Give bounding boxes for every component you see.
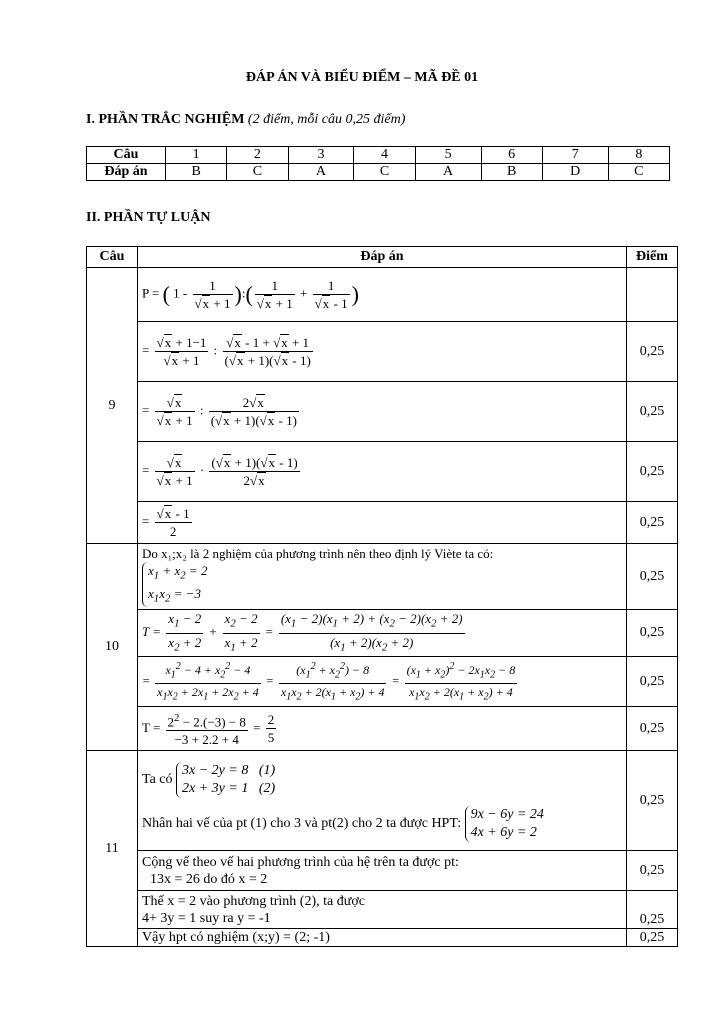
q9-step-2 (87, 322, 678, 382)
q10-step-2 (87, 610, 678, 657)
q11-number: 11 (87, 751, 138, 947)
part2-heading: II. PHẦN TỰ LUẬN (86, 210, 211, 225)
essay-table (86, 246, 678, 947)
col-answer: Đáp án (138, 247, 627, 268)
q10-step-3 (87, 657, 678, 707)
q11-conclusion: Vậy hpt có nghiệm (x;y) = (2; -1) (138, 929, 627, 947)
col-score: Điểm (627, 247, 678, 268)
question-number: 4 (354, 147, 415, 164)
q10-step-3-math: = $\frac{x_1^2 - 4 + x_2^2 - 4}{x_1x_2 + 2x_1 + 2x_2 + 4}$ = $\frac{(x_1^2 + x_2^2) - 8}{x_1x_2 + 2(x_1 + x_2) + 4}$ = $\frac{(x_1 + x_2)^2 - 2x_1x_2 - 8}{x_1x_2 + 2(x_1 + x_2) + 4}$ (138, 657, 627, 707)
q10-vieta-system: $x_1 + x_2 = 2$ $x_1x_2 = -3$ (142, 562, 207, 607)
question-number: 7 (542, 147, 608, 164)
question-label: Câu (87, 147, 166, 164)
q10-number: 10 (87, 544, 138, 751)
q11-step-3 (87, 891, 678, 929)
q9-expression: P = ( 1 - $\frac{1}{√x + 1}$ ):( $\frac{1}{√x + 1}$ + $\frac{1}{√x - 1}$ ) (138, 268, 627, 322)
answer-value: C (227, 164, 288, 181)
question-number: 2 (227, 147, 288, 164)
q9-step-1 (87, 268, 678, 322)
q9-step-4-math: = $\frac{√x}{√x + 1}$ · $\frac{(√x + 1)(√x - 1)}{2√x}$ (138, 442, 627, 502)
answer-value: A (415, 164, 481, 181)
q9-step-5-score: 0,25 (627, 502, 678, 544)
q11-x-result: 13x = 26 do đó x = 2 (150, 871, 268, 887)
part1-note: (2 điểm, mỗi câu 0,25 điểm) (247, 112, 406, 127)
q11-step-2-content (138, 851, 627, 891)
answer-value: B (166, 164, 227, 181)
q11-step-1-content (138, 751, 627, 851)
q10-step-3-score: 0,25 (627, 657, 678, 707)
q11-ta-co: Ta có (142, 771, 173, 787)
q10-step-4-score: 0,25 (627, 707, 678, 751)
question-number: 6 (481, 147, 542, 164)
q11-new-system: 9x − 6y = 24 4x + 6y = 2 (465, 806, 544, 842)
part1-title: I. PHẦN TRẮC NGHIỆM (86, 112, 245, 127)
q11-y-result: 4+ 3y = 1 suy ra y = -1 (142, 910, 271, 926)
q9-step-2-score: 0,25 (627, 322, 678, 382)
page-title: ĐÁP ÁN VÀ BIỂU ĐIỂM – MÃ ĐỀ 01 (245, 70, 479, 85)
q10-step-1 (87, 544, 678, 610)
part1-heading (86, 112, 405, 128)
q10-step-1-content (138, 544, 627, 610)
q11-step-2 (87, 851, 678, 891)
q11-system: 3x − 2y = 8 (1) 2x + 3y = 1 (2) (176, 762, 275, 798)
question-number: 1 (166, 147, 227, 164)
question-number: 3 (288, 147, 354, 164)
answer-key-table (86, 146, 670, 181)
q9-step-5 (87, 502, 678, 544)
question-number: 8 (608, 147, 669, 164)
answer-value: A (288, 164, 354, 181)
answer-label: Đáp án (87, 164, 166, 181)
q10-step-4 (87, 707, 678, 751)
q10-step-1-score: 0,25 (627, 544, 678, 610)
q9-step-3-math: = $\frac{√x}{√x + 1}$ : $\frac{2√x}{(√x + 1)(√x - 1)}$ (138, 382, 627, 442)
q11-step-4 (87, 929, 678, 947)
q10-step-2-math: T = $\frac{x_1 - 2}{x_2 + 2}$ + $\frac{x_2 - 2}{x_1 + 2}$ = $\frac{(x_1 - 2)(x_1 + 2) + (x_2 - 2)(x_2 + 2)}{(x_1 + 2)(x_2 + 2)}$ (138, 610, 627, 657)
answer-value: C (608, 164, 669, 181)
q9-step-3 (87, 382, 678, 442)
answer-value: D (542, 164, 608, 181)
q9-step-5-math: = $\frac{√x - 1}{2}$ (138, 502, 627, 544)
q11-step-1-score: 0,25 (627, 751, 678, 851)
q9-number: 9 (87, 268, 138, 544)
q11-add-text: Cộng vế theo vế hai phương trình của hệ trên ta được pt: (142, 854, 459, 870)
q9-step-4-score: 0,25 (627, 442, 678, 502)
q11-step-1 (87, 751, 678, 851)
q11-step-4-score: 0,25 (627, 929, 678, 947)
q10-intro: Do x₁;x₂ là 2 nghiệm của phương trình nên theo định lý Viète ta có: (142, 545, 494, 561)
q11-step-3-score: 0,25 (627, 891, 678, 929)
q10-step-4-math: T = $\frac{2^2 - 2.(-3) - 8}{-3 + 2.2 + 4}$ = $\frac{2}{5}$ (138, 707, 627, 751)
question-number: 5 (415, 147, 481, 164)
answer-value: B (481, 164, 542, 181)
q9-step-4 (87, 442, 678, 502)
col-question: Câu (87, 247, 138, 268)
q11-multiply-text: Nhân hai vế của pt (1) cho 3 và pt(2) cho 2 ta được HPT: (142, 815, 462, 831)
q9-score-empty (627, 268, 678, 322)
answer-value: C (354, 164, 415, 181)
answer-row (87, 164, 670, 181)
q11-substitute-text: Thế x = 2 vào phương trình (2), ta được (142, 893, 365, 909)
q9-step-3-score: 0,25 (627, 382, 678, 442)
q11-step-3-content (138, 891, 627, 929)
q11-step-2-score: 0,25 (627, 851, 678, 891)
q10-step-2-score: 0,25 (627, 610, 678, 657)
q9-step-2-math: = $\frac{√x + 1-1}{√x + 1}$ : $\frac{√x - 1 + √x + 1}{(√x + 1)(√x - 1)}$ (138, 322, 627, 382)
question-row (87, 147, 670, 164)
essay-header-row (87, 247, 678, 268)
